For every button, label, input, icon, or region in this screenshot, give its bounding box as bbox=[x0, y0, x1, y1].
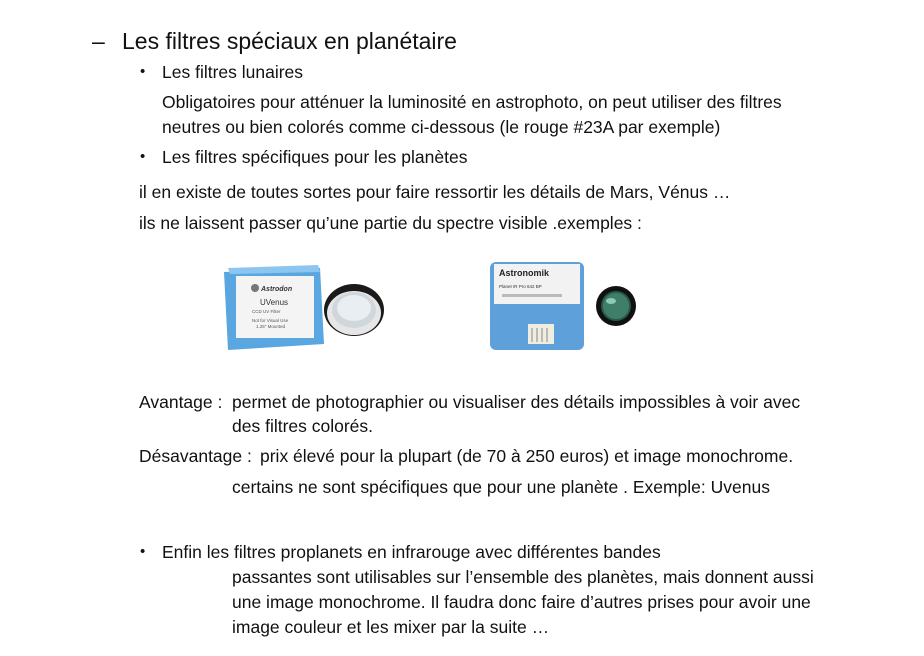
infrared-line4: image couleur et les mixer par la suite … bbox=[232, 617, 550, 637]
left-image-brand: Astrodon bbox=[261, 286, 293, 293]
planet-line1: il en existe de toutes sortes pour faire ressortir les détails de Mars, Vénus … bbox=[139, 182, 731, 202]
right-image-model: Planet IR Pro 642 BP bbox=[499, 284, 542, 289]
advantage-label: Avantage : bbox=[139, 392, 223, 412]
left-image-note1: Not for Visual Use bbox=[252, 318, 289, 323]
advantage-line1: permet de photographier ou visualiser des détails impossibles à voir avec bbox=[232, 392, 801, 412]
right-image-brand: Astronomik bbox=[499, 268, 550, 278]
page-title: Les filtres spéciaux en planétaire bbox=[122, 28, 457, 54]
planet-filters-label: Les filtres spécifiques pour les planètes bbox=[162, 147, 468, 167]
disadvantage-line1: prix élevé pour la plupart (de 70 à 250 euros) et image monochrome. bbox=[260, 446, 794, 466]
lunar-desc-line1: Obligatoires pour atténuer la luminosité en astrophoto, on peut utiliser des filtres bbox=[162, 92, 782, 112]
disadvantage-label: Désavantage : bbox=[139, 446, 252, 466]
left-image-sub: CCD UV Filter bbox=[252, 309, 281, 314]
left-image-model: UVenus bbox=[260, 298, 289, 307]
lunar-filters-label: Les filtres lunaires bbox=[162, 62, 304, 82]
left-image-note2: 1.25" Mounted bbox=[256, 324, 286, 329]
heading-dash: – bbox=[92, 28, 105, 54]
bullet-planet: • bbox=[140, 148, 146, 165]
bullet-infrared: • bbox=[140, 543, 146, 560]
planet-line2: ils ne laissent passer qu’une partie du spectre visible .exemples : bbox=[139, 213, 642, 233]
lunar-desc-line2: neutres ou bien colorés comme ci-dessous (le rouge #23A par exemple) bbox=[162, 117, 721, 137]
infrared-line2: passantes sont utilisables sur l’ensemble des planètes, mais donnent aussi bbox=[232, 567, 814, 587]
infrared-line1: Enfin les filtres proplanets en infrarouge avec différentes bandes bbox=[162, 542, 661, 562]
astrodon-uvenus-filter-image bbox=[210, 258, 400, 358]
advantage-line2: des filtres colorés. bbox=[232, 416, 374, 436]
bullet-lunar: • bbox=[140, 63, 146, 80]
disadvantage-line2: certains ne sont spécifiques que pour une planète . Exemple: Uvenus bbox=[232, 477, 770, 497]
astronomik-planet-ir-filter-image bbox=[484, 258, 644, 358]
infrared-line3: une image monochrome. Il faudra donc faire d’autres prises pour avoir une bbox=[232, 592, 811, 612]
